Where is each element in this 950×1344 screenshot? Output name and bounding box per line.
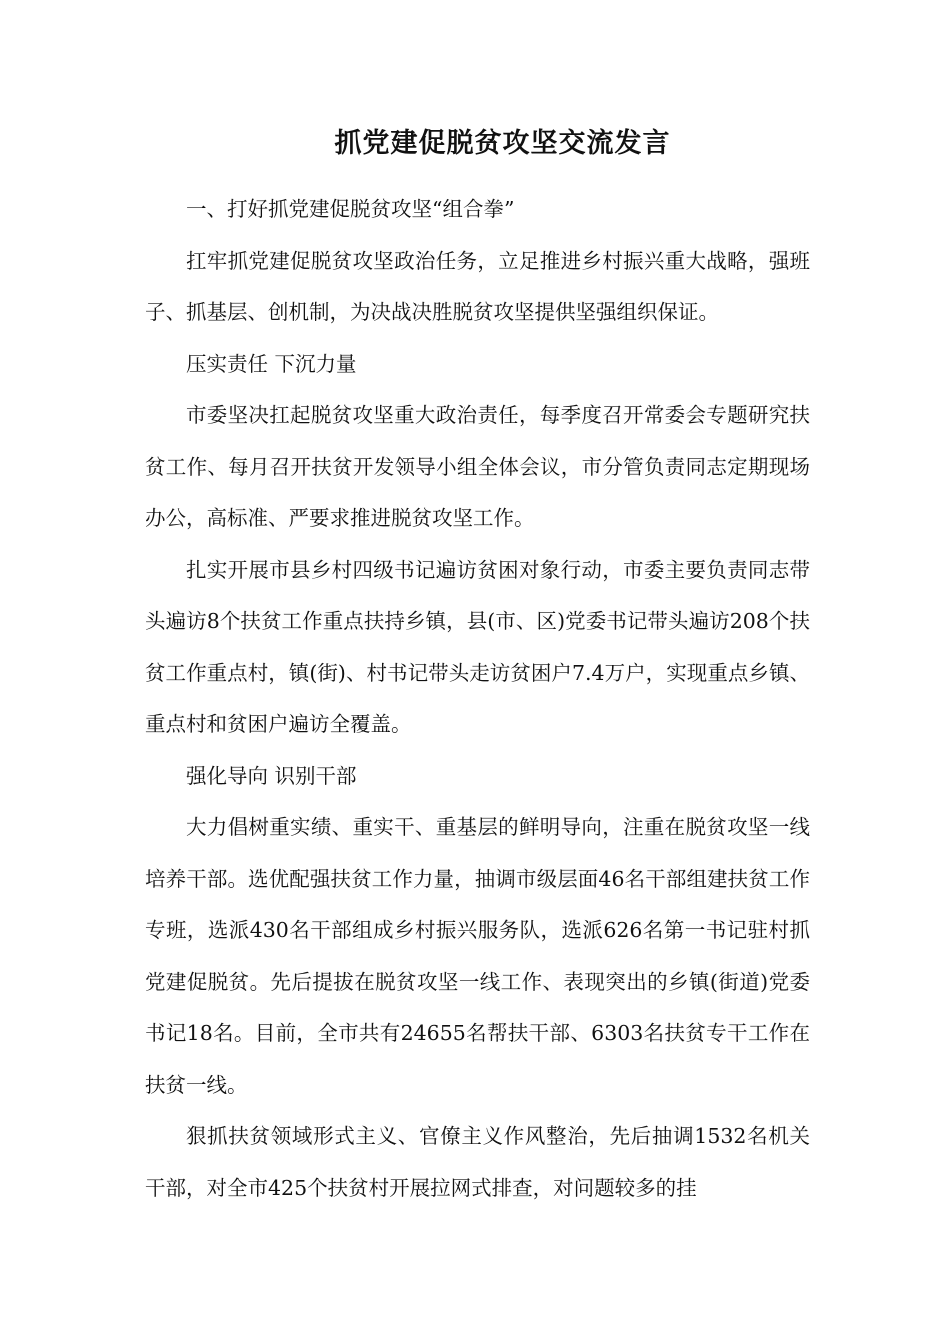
body-paragraph: 市委坚决扛起脱贫攻坚重大政治责任，每季度召开常委会专题研究扶贫工作、每月召开扶贫开发领导小组全体会议，市分管负责同志定期现场办公，高标准、严要求推进脱贫攻坚工作。 [145, 403, 810, 530]
body-paragraph: 扎实开展市县乡村四级书记遍访贫困对象行动，市委主要负责同志带头遍访8个扶贫工作重点扶持乡镇，县(市、区)党委书记带头遍访208个扶贫工作重点村，镇(街)、村书记带头走访贫困户7.4万户，实现重点乡镇、重点村和贫困户遍访全覆盖。 [145, 557, 810, 736]
document-title: 抓党建促脱贫攻坚交流发言 [334, 128, 671, 159]
subsection-heading: 强化导向 识别干部 [186, 763, 357, 788]
document-body [145, 184, 810, 1214]
body-paragraph: 大力倡树重实绩、重实干、重基层的鲜明导向，注重在脱贫攻坚一线培养干部。选优配强扶贫工作力量，抽调市级层面46名干部组建扶贫工作专班，选派430名干部组成乡村振兴服务队，选派626名第一书记驻村抓党建促脱贫。先后提拔在脱贫攻坚一线工作、表现突出的乡镇(街道)党委书记18名。目前，全市共有24655名帮扶干部、6303名扶贫专干工作在扶贫一线。 [145, 815, 810, 1097]
section-heading: 一、打好抓党建促脱贫攻坚“组合拳” [186, 197, 515, 221]
body-paragraph: 扛牢抓党建促脱贫攻坚政治任务，立足推进乡村振兴重大战略，强班子、抓基层、创机制，为决战决胜脱贫攻坚提供坚强组织保证。 [145, 248, 810, 324]
body-paragraph: 狠抓扶贫领域形式主义、官僚主义作风整治，先后抽调1532名机关干部，对全市425个扶贫村开展拉网式排查，对问题较多的挂 [145, 1124, 810, 1200]
subsection-heading: 压实责任 下沉力量 [186, 351, 357, 376]
